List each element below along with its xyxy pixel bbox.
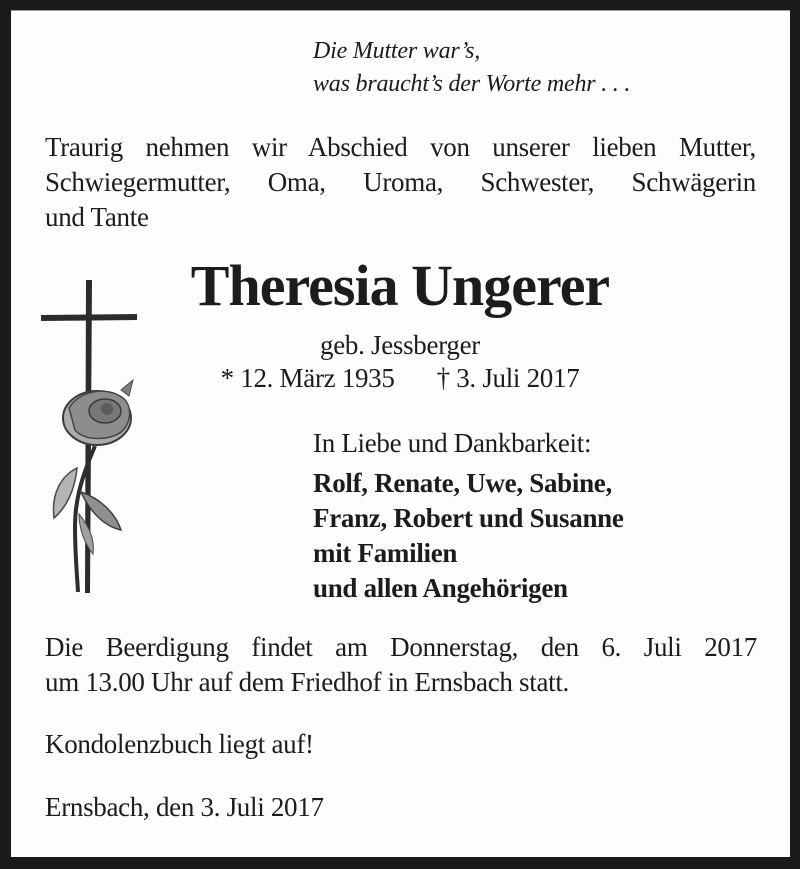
opening-quote [313,35,630,101]
family-line: und allen Angehörigen [313,573,568,603]
quote-line-1: Die Mutter war’s, [313,38,481,64]
maiden-name: geb. Jessberger [320,330,480,360]
intro-line: Traurig nehmen wir Abschied von unserer lieben Mutter, [45,132,756,162]
death-date: † 3. Juli 2017 [436,363,580,393]
rose-bloom-center [101,403,113,415]
intro-paragraph [45,130,756,235]
life-dates [0,363,800,394]
funeral-line: Die Beerdigung findet am Donnerstag, den 6. Juli 2017 [45,632,757,662]
intro-line: und Tante [45,202,149,232]
rose-leaf-left [53,468,77,518]
quote-line-2: was braucht’s der Worte mehr . . . [313,71,631,97]
family-line: Franz, Robert und Susanne [313,503,624,533]
funeral-paragraph [45,630,757,700]
funeral-line: um 13.00 Uhr auf dem Friedhof in Ernsbach statt. [45,667,569,697]
rose-stem [75,446,95,592]
place-and-date: Ernsbach, den 3. Juli 2017 [45,792,324,822]
deceased-name: Theresia Ungerer [190,253,610,318]
condolence-note: Kondolenzbuch liegt auf! [45,729,314,759]
birth-date: * 12. März 1935 [220,363,395,393]
family-line: Rolf, Renate, Uwe, Sabine, [313,468,612,498]
family-line: mit Familien [313,538,458,568]
intro-line: Schwiegermutter, Oma, Uroma, Schwester, Schwägerin [45,167,756,197]
gratitude-heading: In Liebe und Dankbarkeit: [313,428,592,458]
family-names [313,466,624,606]
